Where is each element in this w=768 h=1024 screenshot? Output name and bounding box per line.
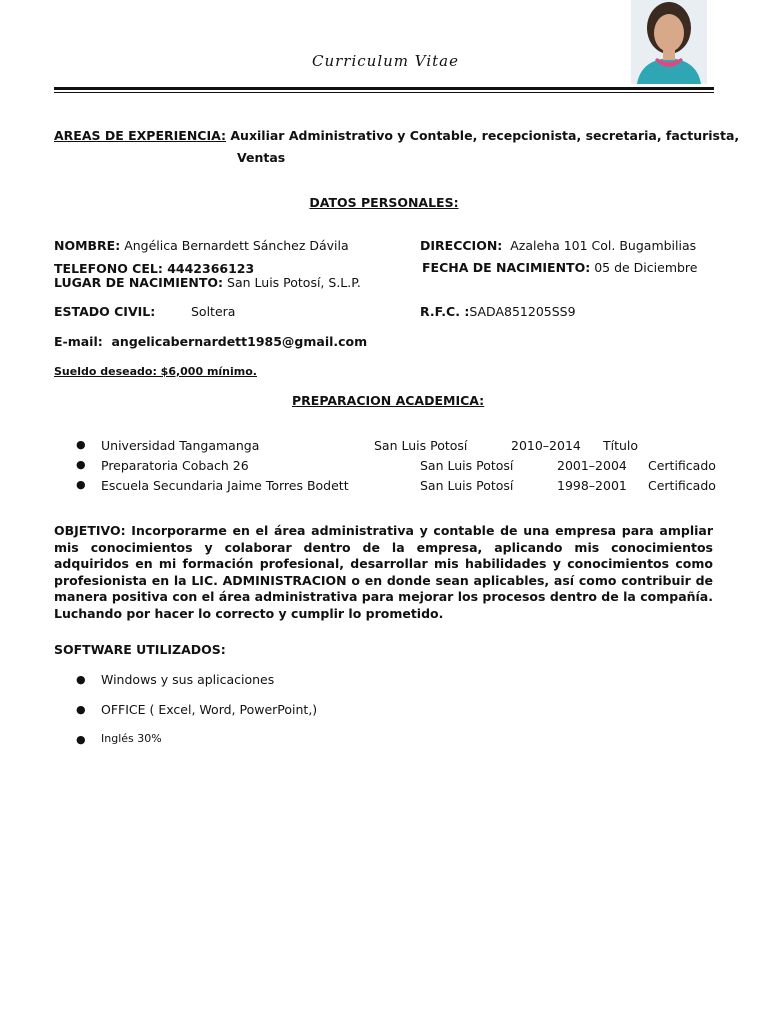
bullet-icon: ● bbox=[76, 458, 86, 471]
academic-school: Universidad Tangamanga bbox=[101, 438, 260, 453]
fecha-value: 05 de Diciembre bbox=[594, 260, 698, 275]
software-item: Inglés 30% bbox=[101, 732, 162, 745]
objective-label: OBJETIVO: bbox=[54, 523, 126, 538]
rfc-row bbox=[420, 304, 576, 319]
email-row bbox=[54, 334, 367, 349]
bullet-icon: ● bbox=[76, 478, 86, 491]
fecha-row bbox=[422, 260, 697, 275]
telefono-label: TELEFONO CEL: bbox=[54, 261, 163, 276]
academic-doc: Certificado bbox=[648, 458, 716, 473]
email-value: angelicabernardett1985@gmail.com bbox=[111, 334, 368, 349]
telefono-value: 4442366123 bbox=[167, 261, 255, 276]
profile-photo bbox=[631, 0, 707, 84]
academic-heading: PREPARACION ACADEMICA: bbox=[292, 393, 485, 408]
software-item: Windows y sus aplicaciones bbox=[101, 672, 275, 687]
academic-years: 2001–2004 bbox=[557, 458, 627, 473]
direccion-label: DIRECCION: bbox=[420, 238, 503, 253]
areas-line1 bbox=[54, 128, 739, 143]
estado-value: Soltera bbox=[191, 304, 236, 319]
bullet-icon: ● bbox=[76, 703, 86, 716]
academic-doc: Título bbox=[603, 438, 639, 453]
nombre-label: NOMBRE: bbox=[54, 238, 121, 253]
lugar-value: San Luis Potosí, S.L.P. bbox=[227, 275, 361, 290]
bullet-icon: ● bbox=[76, 438, 86, 451]
academic-school: Preparatoria Cobach 26 bbox=[101, 458, 249, 473]
telefono-row bbox=[54, 261, 254, 276]
lugar-label: LUGAR DE NACIMIENTO: bbox=[54, 275, 224, 290]
direccion-value: Azaleha 101 Col. Bugambilias bbox=[510, 238, 697, 253]
rfc-value: SADA851205SS9 bbox=[469, 304, 576, 319]
fecha-label: FECHA DE NACIMIENTO: bbox=[422, 260, 591, 275]
areas-text: Auxiliar Administrativo y Contable, recepcionista, secretaria, facturista, bbox=[230, 128, 740, 143]
objective-paragraph bbox=[54, 523, 713, 622]
email-label: E-mail: bbox=[54, 334, 103, 349]
software-item: OFFICE ( Excel, Word, PowerPoint,) bbox=[101, 702, 318, 717]
nombre-row bbox=[54, 238, 349, 253]
lugar-row bbox=[54, 275, 361, 290]
rfc-label: R.F.C. : bbox=[420, 304, 470, 319]
estado-label: ESTADO CIVIL: bbox=[54, 304, 156, 319]
academic-place: San Luis Potosí bbox=[420, 478, 514, 493]
bullet-icon: ● bbox=[76, 733, 86, 746]
direccion-row bbox=[420, 238, 696, 253]
header-rule-thin bbox=[54, 92, 714, 93]
page-title: Curriculum Vitae bbox=[312, 52, 460, 70]
academic-doc: Certificado bbox=[648, 478, 716, 493]
software-heading: SOFTWARE UTILIZADOS: bbox=[54, 642, 226, 657]
areas-line2: Ventas bbox=[237, 150, 286, 165]
academic-years: 1998–2001 bbox=[557, 478, 627, 493]
academic-school: Escuela Secundaria Jaime Torres Bodett bbox=[101, 478, 349, 493]
objective-text: Incorporarme en el área administrativa y contable de una empresa para ampliar mis conocimientos y colaborar dentro de la empresa, aplicando mis conocimientos adquiridos en mi formación profesional, desarrollar mis habilidades y conocimientos como profesionista en la LIC. ADMINISTRACION o en donde sean aplicables, así como contribuir de manera positiva con el área administrativa para mejorar los procesos dentro de la compañía. Luchando por hacer lo correcto y cumplir lo prometido. bbox=[54, 523, 713, 621]
nombre-value: Angélica Bernardett Sánchez Dávila bbox=[124, 238, 349, 253]
areas-label: AREAS DE EXPERIENCIA: bbox=[54, 128, 227, 143]
bullet-icon: ● bbox=[76, 673, 86, 686]
academic-place: San Luis Potosí bbox=[420, 458, 514, 473]
academic-place: San Luis Potosí bbox=[374, 438, 468, 453]
academic-years: 2010–2014 bbox=[511, 438, 581, 453]
header-rule-thick bbox=[54, 87, 714, 90]
personal-heading: DATOS PERSONALES: bbox=[309, 195, 459, 210]
sueldo: Sueldo deseado: $6,000 mínimo. bbox=[54, 365, 257, 378]
